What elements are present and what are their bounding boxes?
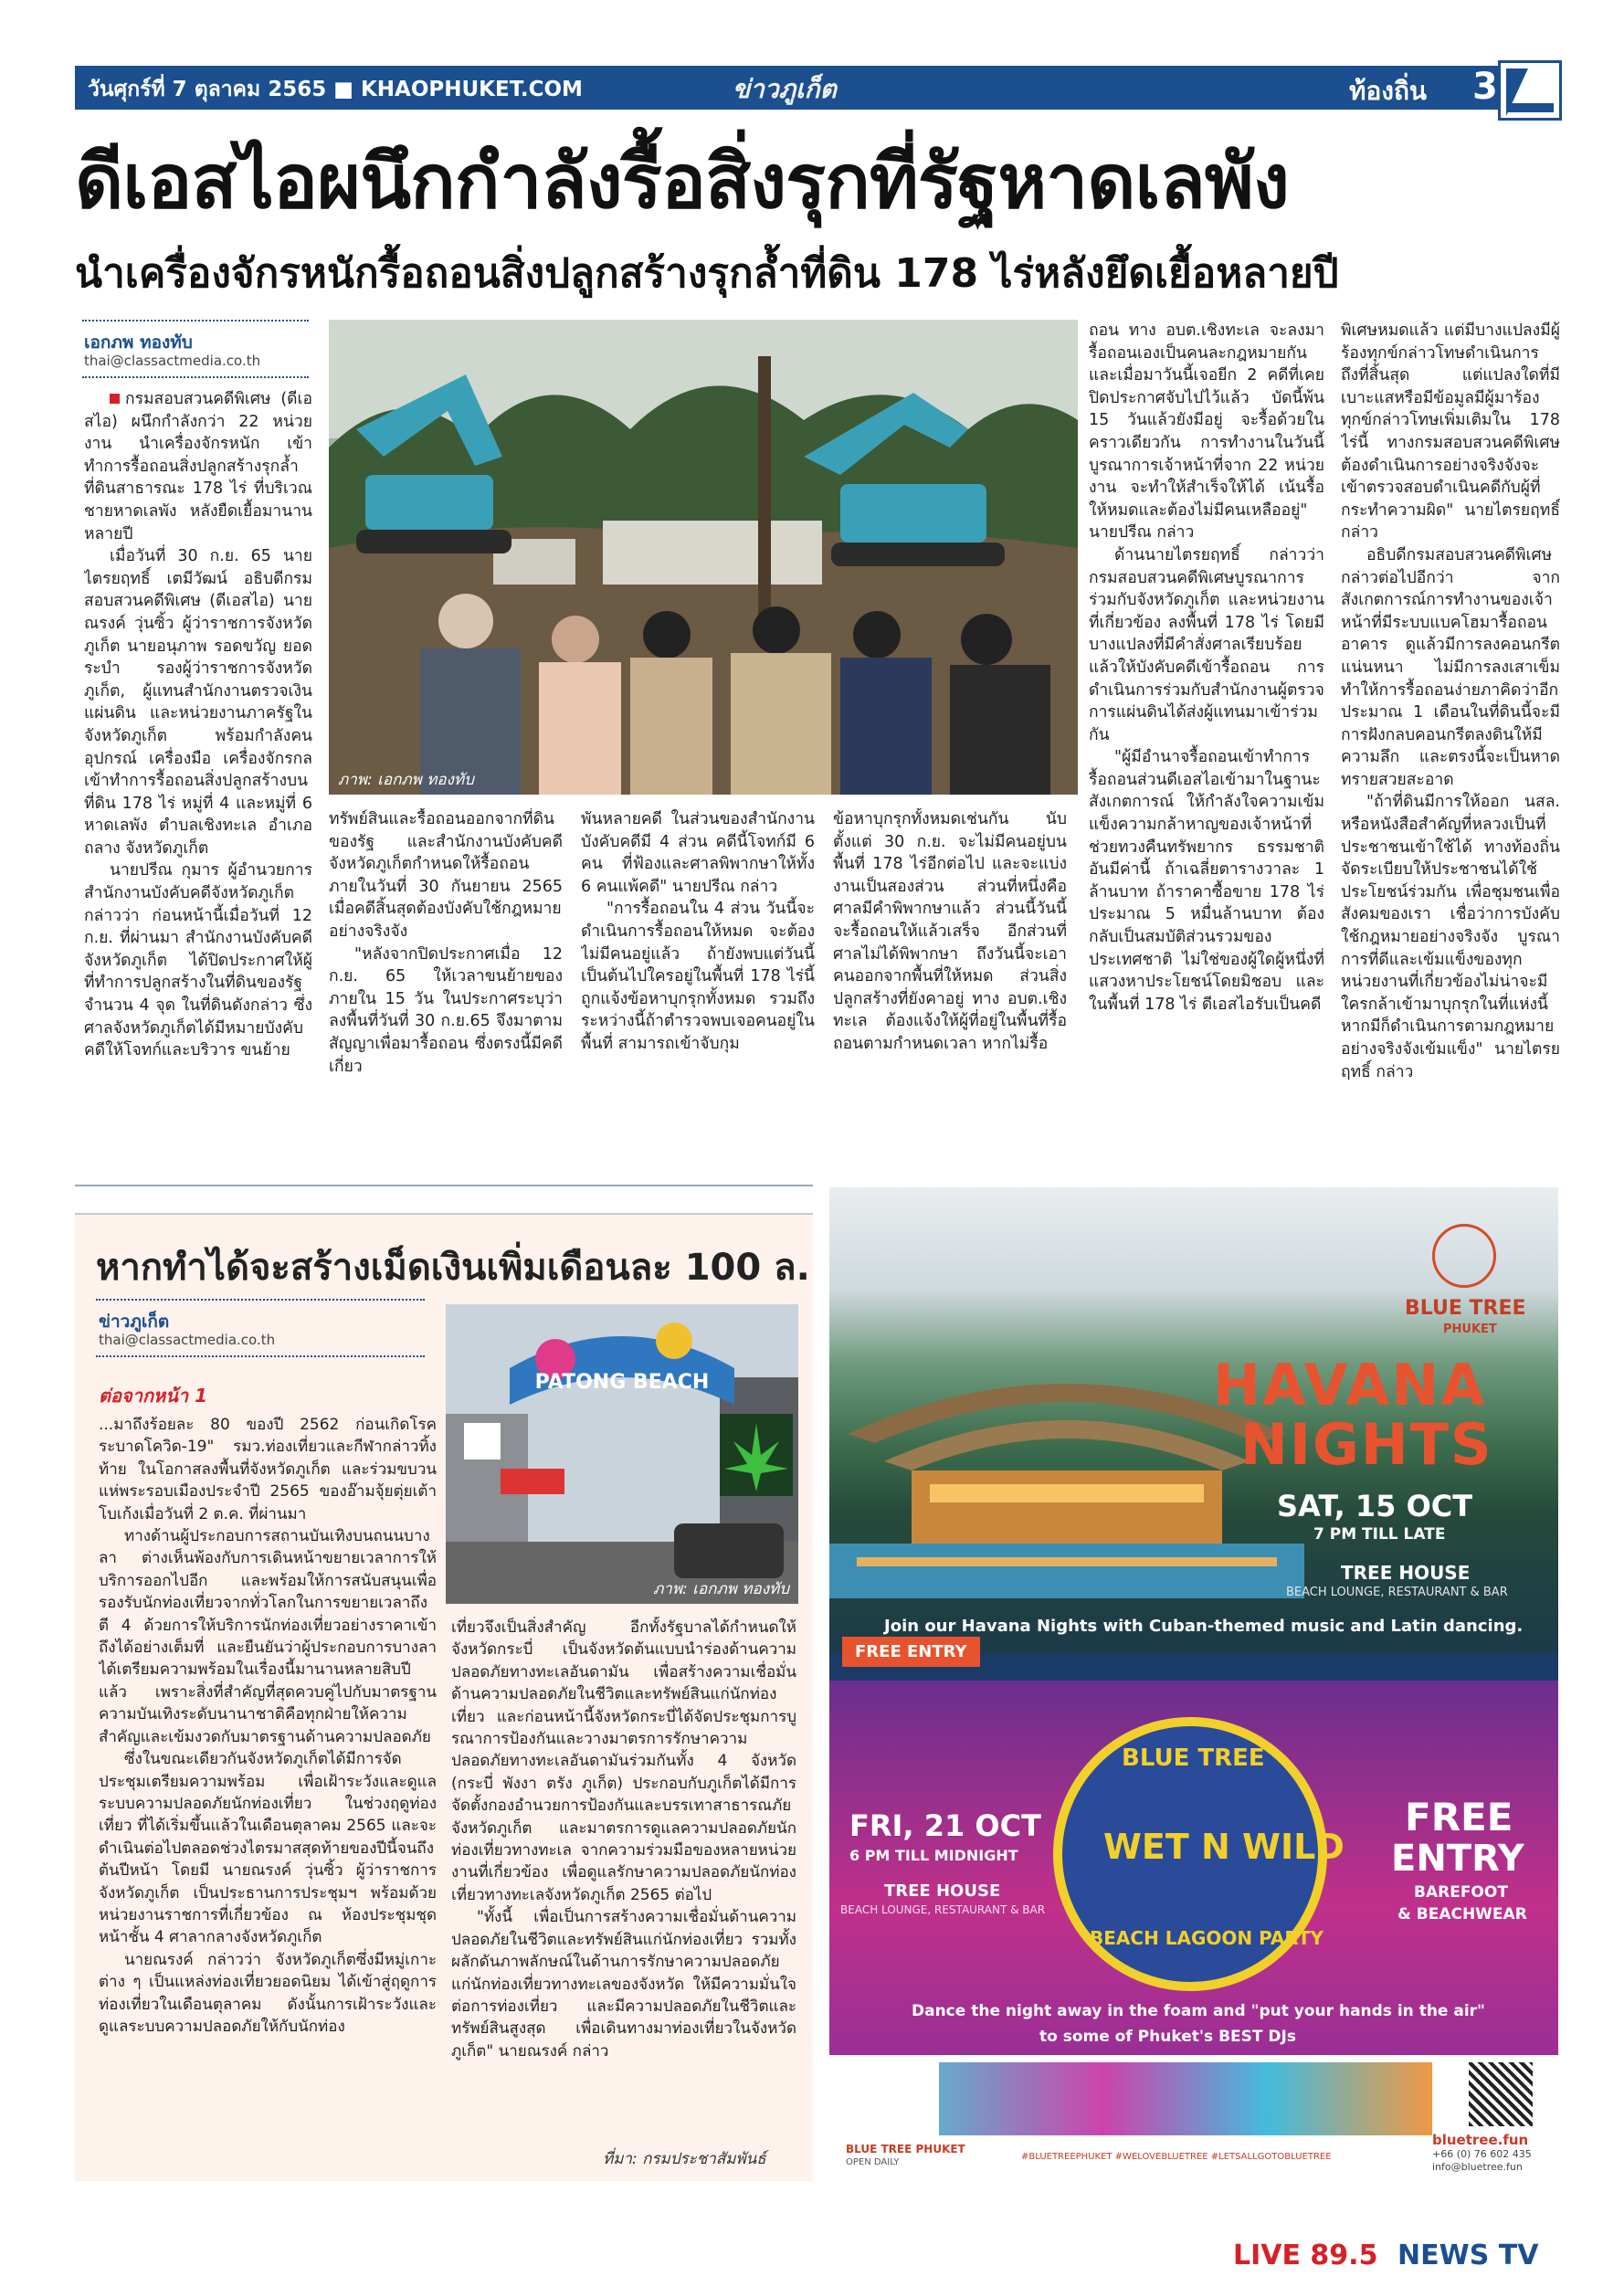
- article2-photo-caption: ภาพ: เอกภพ ทองทับ: [653, 1580, 789, 1598]
- havana-nights-panel: [829, 1187, 1558, 1653]
- demolition-photo: [329, 320, 1078, 795]
- article1-email: thai@classactmedia.co.th: [84, 353, 261, 369]
- patong-beach-sign: PATONG BEACH: [534, 1371, 710, 1394]
- wet-n-wild-logo: WET N WILD: [1103, 1827, 1345, 1867]
- havana-free-entry-badge: FREE ENTRY: [842, 1637, 980, 1667]
- entry-label: ENTRY: [1391, 1838, 1524, 1880]
- paragraph: พันหลายคดี ในส่วนของสำนักงานบังคับคดีมี 4 ส่วน คดีนี้โจทก์มี 6 คน ที่ฟ้องและศาลพิพากษาให้ทั้ง 6 คนแพ้คดี" นายปรีณ กล่าว: [581, 810, 815, 896]
- byline-rule: [96, 1299, 425, 1301]
- badge-arc-top: BLUE TREE: [1122, 1744, 1265, 1772]
- article2-email: thai@classactmedia.co.th: [99, 1332, 276, 1348]
- havana-venue-sub: BEACH LOUNGE, RESTAURANT & BAR: [1286, 1586, 1508, 1599]
- article1-column-1: [84, 388, 312, 1169]
- article1-photo-caption: ภาพ: เอกภพ ทองทับ: [338, 771, 474, 789]
- article1-byline: เอกภพ ทองทับ: [84, 332, 193, 353]
- havana-description: Join our Havana Nights with Cuban-themed music and Latin dancing.: [884, 1617, 1524, 1636]
- party-crowd-photo: [939, 2062, 1432, 2135]
- qr-code-icon[interactable]: [1469, 2062, 1533, 2126]
- wetnwild-venue-sub: BEACH LOUNGE, RESTAURANT & BAR: [840, 1903, 1046, 1916]
- patong-beach-photo: [446, 1304, 798, 1604]
- ad-hashtags: #BLUETREEPHUKET #WELOVEBLUETREE #LETSALLGOTOBLUETREE: [1021, 2152, 1332, 2162]
- ad-brand-sub: PHUKET: [1443, 1323, 1497, 1336]
- article1-column-5: [1089, 320, 1324, 1169]
- paragraph: ถอน ทาง อบต.เชิงทะเล จะลงมารื้อถอนเองเป็นคนละกฎหมายกัน และเมื่อมาวันนี้เจอยีก 2 คดีที่เคยปิดประกาศจับไปไว้แล้ว บัดนี้พ้น 15 วันแล้วยังมีอยู่ จะรื้อด้วยในคราวเดียวกัน การทำงานในวันนี้บูรณาการเจ้าหน้าที่จาก 22 หน่วยงาน จะทำให้สำเร็จให้ได้ เน้นรื้อให้หมดและต้องไม่มีคนเหลืออยู่" นายปรีณ กล่าว: [1089, 321, 1324, 543]
- paragraph: "หลังจากปิดประกาศเมื่อ 12 ก.ย. 65 ให้เวลาขนย้ายของภายใน 15 วัน ในประกาศระบุว่าลงพื้นที่วันที่ 30 ก.ย.65 จึงมาตามสัญญาเพื่อมารื้อถอน ซึ่งตรงนี้มีคดีเกี่ยว: [329, 944, 563, 1076]
- paragraph: ทางด้านผู้ประกอบการสถานบันเทิงบนถนนบางลา ต่างเห็นพ้องกับการเดินหน้าขยายเวลาการให้บริการออกไปอีก และพร้อมให้การสนับสนุนเพื่อรองรับนักท่องเที่ยวจากทั่วโลกในการขยายเวลาถึงตี 4 ด้วยการให้บริการนักท่องเที่ยวอย่างราคาเข้าถึงได้อย่างเต็มที่ และยืนยันว่าผู้ประกอบการบางลาได้เตรียมความพร้อมในเรื่องนี้มานานหลายสิบปีแล้ว เพราะสิ่งที่สำคัญที่สุดควบคู่ไปกับมาตรฐานความบันเทิงระดับนานาชาติคือทุกฝ่ายให้ความสำคัญและเข้มงวดกับมาตรฐานด้านความปลอดภัย: [99, 1527, 437, 1746]
- masthead-logo: ข่าวภูเก็ต: [733, 74, 837, 104]
- article2-source: ที่มา: กรมประชาสัมพันธ์: [603, 2150, 766, 2168]
- wetnwild-description-2: to some of Phuket's BEST DJs: [1039, 2028, 1296, 2046]
- paragraph: ...มาถึงร้อยละ 80 ของปี 2562 ก่อนเกิดโรคระบาดโควิด-19" รมว.ท่องเที่ยวและกีฬากล่าวทิ้งท้าย ในโอกาสลงพื้นที่จังหวัดภูเก็ต และร่วมขบวนแห่พระรอบเมืองประจำปี 2565 ของอ๊ามจุ้ยตุ่ยเต้าโบเก้งเมื่อวันที่ 2 ต.ค. ที่ผ่านมา: [99, 1416, 437, 1523]
- ad-website[interactable]: bluetree.fun: [1432, 2132, 1529, 2148]
- nights-title: NIGHTS: [1240, 1411, 1493, 1478]
- article1-column-4: [833, 808, 1067, 1169]
- paragraph: ด้านนายไตรยฤทธิ์ กล่าวว่า กรมสอบสวนคดีพิเศษบูรณาการร่วมกับจังหวัดภูเก็ต และหน่วยงานที่เกี่ยวข้อง ลงพื้นที่ 178 ไร่ โดยมีบางแปลงที่มีคำสั่งศาลเรียบร้อยแล้วให้บังคับคดีเข้ารื้อถอน การดำเนินการร่วมกับสำนักงานผู้ตรวจการแผ่นดินได้ส่งผู้แทนมาเข้าร่วมกัน: [1089, 545, 1324, 744]
- news-tv-logo: NEWS TV: [1397, 2240, 1539, 2271]
- article2-byline: ข่าวภูเก็ต: [99, 1312, 170, 1332]
- havana-title: HAVANA: [1213, 1352, 1487, 1418]
- article1-column-3: [581, 808, 815, 1169]
- article1-column-2: [329, 808, 563, 1169]
- paragraph: "ทั้งนี้ เพื่อเป็นการสร้างความเชื่อมั่นด้านความปลอดภัยในชีวิตและทรัพย์สินแก่นักท่องเที่ยว รวมทั้งผลักดันภาพลักษณ์ในด้านการรักษาความปลอดภัยแก่นักท่องเที่ยวทางทะเลของจังหวัด ให้มีความมั่นใจต่อการท่องเที่ยว และมีความปลอดภัยในชีวิตและทรัพย์สินสูงสุด เพื่อเดินทางมาท่องเที่ยวในจังหวัดภูเก็ต" นายณรงค์ กล่าว: [451, 1908, 796, 2060]
- page-header: [75, 66, 1555, 110]
- paragraph: นายปรีณ กุมาร ผู้อำนวยการสำนักงานบังคับคดีจังหวัดภูเก็ต กล่าวว่า ก่อนหน้านี้เมื่อวันที่ 12 ก.ย. ที่ผ่านมา สำนักงานบังคับคดีจังหวัดภูเก็ต ได้ปิดประกาศให้ผู้ที่ทำการปลูกสร้างในที่ดินของรัฐจำนวน 4 จุด ในที่ดินดังกล่าว ซึ่งศาลจังหวัดภูเก็ตได้มีหมายบังคับคดีให้โจทก์และบริวาร ขนย้าย: [84, 861, 312, 1060]
- ad-email: info@bluetree.fun: [1432, 2161, 1523, 2173]
- article1-headline: ดีเอสไอผนึกกำลังรื้อสิ่งรุกที่รัฐหาดเลพัง: [75, 139, 1289, 226]
- free-label: FREE: [1405, 1795, 1513, 1839]
- barefoot-label: BAREFOOT: [1414, 1883, 1508, 1902]
- havana-date: SAT, 15 OCT: [1277, 1489, 1473, 1523]
- ad-brand: BLUE TREE: [1405, 1297, 1526, 1320]
- page-number: 3: [1472, 66, 1498, 108]
- section-name: ท้องถิ่น: [1349, 76, 1428, 106]
- live-radio-logo: LIVE 89.5: [1233, 2240, 1378, 2271]
- article2-headline: หากทำได้จะสร้างเม็ดเงินเพิ่มเดือนละ 100 ล.: [96, 1247, 810, 1289]
- article2-column-2: [451, 1617, 796, 2137]
- byline-rule: [82, 320, 309, 321]
- ad-phone: +66 (0) 76 602 435: [1432, 2148, 1532, 2160]
- continued-from-label: ต่อจากหน้า 1: [99, 1385, 208, 1407]
- byline-rule: [96, 1355, 425, 1357]
- badge-arc-bottom: BEACH LAGOON PARTY: [1090, 1927, 1324, 1949]
- wetnwild-description: Dance the night away in the foam and "put your hands in the air": [912, 2002, 1485, 2020]
- blue-tree-advertisement[interactable]: [829, 1187, 1558, 2179]
- paragraph: เที่ยวจึงเป็นสิ่งสำคัญ อีกทั้งรัฐบาลได้กำหนดให้จังหวัดกระบี่ เป็นจังหวัดต้นแบบนำร่องด้านความปลอดภัยทางทะเลอันดามัน เพื่อสร้างความเชื่อมั่นด้านความปลอดภัยในชีวิตและทรัพย์สินแก่นักท่องเที่ยว และก่อนหน้านี้จังหวัดกระบี่ได้จัดประชุมการบูรณาการป้องกันและวางมาตรการรักษาความปลอดภัยทางทะเลอันดามันร่วมกันทั้ง 4 จังหวัด (กระบี่ พังงา ตรัง ภูเก็ต) ประกอบกับภูเก็ตได้มีการจัดตั้งกองอำนวยการป้องกันและบรรเทาสาธารณภัยจังหวัดภูเก็ต และมาตรการดูแลความปลอดภัยนักท่องเที่ยวทางทะเล จากความร่วมมือของหลายหน่วยงานที่เกี่ยวข้อง เพื่อดูแลรักษาความปลอดภัยนักท่องเที่ยวทางทะเลจังหวัดภูเก็ต 2565 ต่อไป: [451, 1618, 796, 1904]
- paragraph: "การรื้อถอนใน 4 ส่วน วันนี้จะดำเนินการรื้อถอนให้หมด จะต้องไม่มีคนอยู่แล้ว ถ้ายังพบแต่วันนี้เป็นต้นไปใครอยู่ในพื้นที่ 178 ไร่นี้ถูกแจ้งข้อหาบุกรุกทั้งหมด รวมถึงระหว่างนี้ถ้าตำรวจพบเจอคนอยู่ในพื้นที่ สามารถเข้าจับกุม: [581, 900, 815, 1053]
- paragraph: กรมสอบสวนคดีพิเศษ (ดีเอสไอ) ผนึกกำลังกว่า 22 หน่วยงาน นำเครื่องจักรหนัก เข้าทำการรื้อถอนสิ่งปลูกสร้างรุกล้ำที่ดินสาธารณะ 178 ไร่ ที่บริเวณชายหาดเลพัง หลังยืดเยื้อมานานหลายปี: [84, 388, 312, 545]
- wet-n-wild-panel: [829, 1681, 1558, 2179]
- paragraph: พิเศษหมดแล้ว แต่มีบางแปลงมีผู้ร้องทุกข์กล่าวโทษดำเนินการถึงที่สิ้นสุด แต่แปลงใดที่มีเบาะแสหรือมีข้อมูลมีผู้มาร้องทุกข์กล่าวโทษเพิ่มเติมใน 178 ไร่นี้ ทางกรมสอบสวนคดีพิเศษต้องดำเนินการอย่างจริงจังจะเข้าตรวจสอบดำเนินคดีกับผู้ที่กระทำความผิด" นายไตรยฤทธิ์ กล่าว: [1341, 321, 1560, 543]
- byline-rule: [82, 376, 309, 378]
- wetnwild-venue: TREE HOUSE: [884, 1881, 1001, 1901]
- paragraph: นายณรงค์ กล่าวว่า จังหวัดภูเก็ตซึ่งมีหมู่เกาะต่าง ๆ เป็นแหล่งท่องเที่ยวยอดนิยม ได้เข้าสู่ฤดูการท่องเที่ยวในเดือนตุลาคม ดังนั้นการเฝ้าระวังและดูแลระบบความปลอดภัยให้กับนักท่อง: [99, 1950, 437, 2036]
- blue-tree-logo-icon: [1432, 1224, 1496, 1288]
- paragraph: ข้อหาบุกรุกทั้งหมดเช่นกัน นับตั้งแต่ 30 ก.ย. จะไม่มีคนอยู่บนพื้นที่ 178 ไร่อีกต่อไป และจะแบ่งงานเป็นสองส่วน ส่วนที่หนึ่งคือศาลมีคำพิพากษาแล้ว ส่วนนี้วันนี้จะรื้อถอนให้แล้วเสร็จ อีกส่วนที่ศาลไม่ได้พิพากษา ถึงวันนี้จะเอาคนออกจากพื้นที่ให้หมด ส่วนสิ่งปลูกสร้างที่ยังคาอยู่ ทาง อบต.เชิงทะเล ต้องแจ้งให้ผู้ที่อยู่ในพื้นที่รื้อถอนตามกำหนดเวลา หากไม่รื้อ: [833, 810, 1067, 1053]
- havana-time: 7 PM TILL LATE: [1313, 1525, 1446, 1544]
- ad-footer-open: OPEN DAILY: [846, 2157, 900, 2167]
- wetnwild-time: 6 PM TILL MIDNIGHT: [849, 1847, 1018, 1864]
- wetnwild-date: FRI, 21 OCT: [849, 1808, 1041, 1843]
- ad-footer-brand: BLUE TREE PHUKET: [846, 2143, 965, 2155]
- paragraph: "ผู้มีอำนาจรื้อถอนเข้าทำการรื้อถอนส่วนดีเอสไอเข้ามาในฐานะสังเกตการณ์ ให้กำลังใจความเข้มแข็งความกล้าหาญของเจ้าหน้าที่ช่วยทวงคืนทรัพยากร ธรรมชาติอันมีค่านี้ ถ้าเฉลี่ยตารางวาละ 1 ล้านบาท ถ้าราคาซื้อขาย 178 ไร่ ประมาณ 5 หมื่นล้านบาท ต้องกลับเป็นสมบัติส่วนรวมของประเทศชาติ ไม่ใช่ของผู้ใดผู้หนึ่งที่แสวงหาประโยชน์โดยมิชอบ และในพื้นที่ 178 ไร่ ดีเอสไอรับเป็นคดี: [1089, 748, 1324, 1014]
- article2-column-1: [99, 1414, 437, 2163]
- article1-column-6: [1341, 320, 1560, 1169]
- corner-logo-icon: [1498, 60, 1562, 121]
- havana-venue: TREE HOUSE: [1341, 1562, 1471, 1584]
- paragraph: อธิบดีกรมสอบสวนคดีพิเศษกล่าวต่อไปอีกว่า จากสังเกตการณ์การทำงานของเจ้าหน้าที่มีระบบแบคโฮมารื้อถอนอาคาร ดูแล้วมีการลงคอนกรีตแน่นหนา ไม่มีการลงเสาเข็มทำให้การรื้อถอนง่ายภาคิดว่าอีกประมาณ 1 เดือนในที่ดินนี้จะมีการฝังกลบคอนกรีตลงดินให้มีความลึก และตรงนี้จะเป็นหาดทรายสวยสะอาด: [1341, 545, 1560, 789]
- paragraph: ซึ่งในขณะเดียวกันจังหวัดภูเก็ตได้มีการจัดประชุมเตรียมความพร้อม เพื่อเฝ้าระวังและดูแลระบบความปลอดภัยนักท่องเที่ยว ในช่วงฤดูท่องเที่ยว ที่ได้เริ่มขึ้นแล้วในเดือนตุลาคม 2565 และจะดำเนินต่อไปตลอดช่วงไตรมาสสุดท้ายของปีนี้จนถึงต้นปีหน้า โดยมี นายณรงค์ วุ่นซิ้ว ผู้ว่าราชการจังหวัดภูเก็ต เป็นประธานการประชุมฯ พร้อมด้วยหน่วยงานราชการที่เกี่ยวข้อง ณ ห้องประชุมชุดหน้าชั้น 4 ศาลากลางจังหวัดภูเก็ต: [99, 1750, 437, 1947]
- beachwear-label: & BEACHWEAR: [1397, 1905, 1527, 1923]
- issue-date: วันศุกร์ที่ 7 ตุลาคม 2565 ■ KHAOPHUKET.COM: [88, 78, 583, 101]
- paragraph: เมื่อวันที่ 30 ก.ย. 65 นายไตรยฤทธิ์ เตมีวัฒน์ อธิบดีกรมสอบสวนคดีพิเศษ (ดีเอสไอ) นายณรงค์ วุ่นซิ้ว ผู้ว่าราชการจังหวัดภูเก็ต นายอนุภาพ รอดขวัญ ยอดระบำ รองผู้ว่าราชการจังหวัดภูเก็ต, ผู้แทนสำนักงานตรวจเงินแผ่นดิน และหน่วยงานภาครัฐในจังหวัดภูเก็ต พร้อมกำลังคน อุปกรณ์ เครื่องมือ เครื่องจักรกล เข้าทำการรื้อถอนสิ่งปลูกสร้างบนที่ดิน 178 ไร่ หมู่ที่ 4 และหมู่ที่ 6 หาดเลพัง ตำบลเชิงทะเล อำเภอถลาง จังหวัดภูเก็ต: [84, 547, 312, 858]
- section-divider: [75, 1185, 813, 1186]
- article1-subheadline: นำเครื่องจักรหนักรื้อถอนสิ่งปลูกสร้างรุกล้ำที่ดิน 178 ไร่หลังยึดเยื้อหลายปี: [75, 250, 1339, 297]
- paragraph: ทรัพย์สินและรื้อถอนออกจากที่ดินของรัฐ และสำนักงานบังคับคดีจังหวัดภูเก็ตกำหนดให้รื้อถอนภายในวันที่ 30 กันยายน 2565 เมื่อคดีสิ้นสุดต้องบังคับใช้กฎหมายอย่างจริงจัง: [329, 810, 563, 941]
- paragraph: "ถ้าที่ดินมีการให้ออก นสล. หรือหนังสือสำคัญที่หลวงเป็นที่ประชาชนเข้าใช้ได้ ทางท้องถิ่นจัดระเบียบให้ประชาชนได้ใช้ประโยชน์ร่วมกัน เพื่อชุมชนเพื่อสังคมของเรา เชื่อว่าการบังคับใช้กฎหมายอย่างจริงจัง บูรณาการที่ดีและเข้มแข็งของทุกหน่วยงานที่เกี่ยวข้องไม่น่าจะมีใครกล้าเข้ามาบุกรุกในที่แห่งนี้ หากมีก็ดำเนินการตามกฎหมายอย่างจริงจังเข้มแข็ง" นายไตรยฤทธิ์ กล่าว: [1341, 793, 1560, 1081]
